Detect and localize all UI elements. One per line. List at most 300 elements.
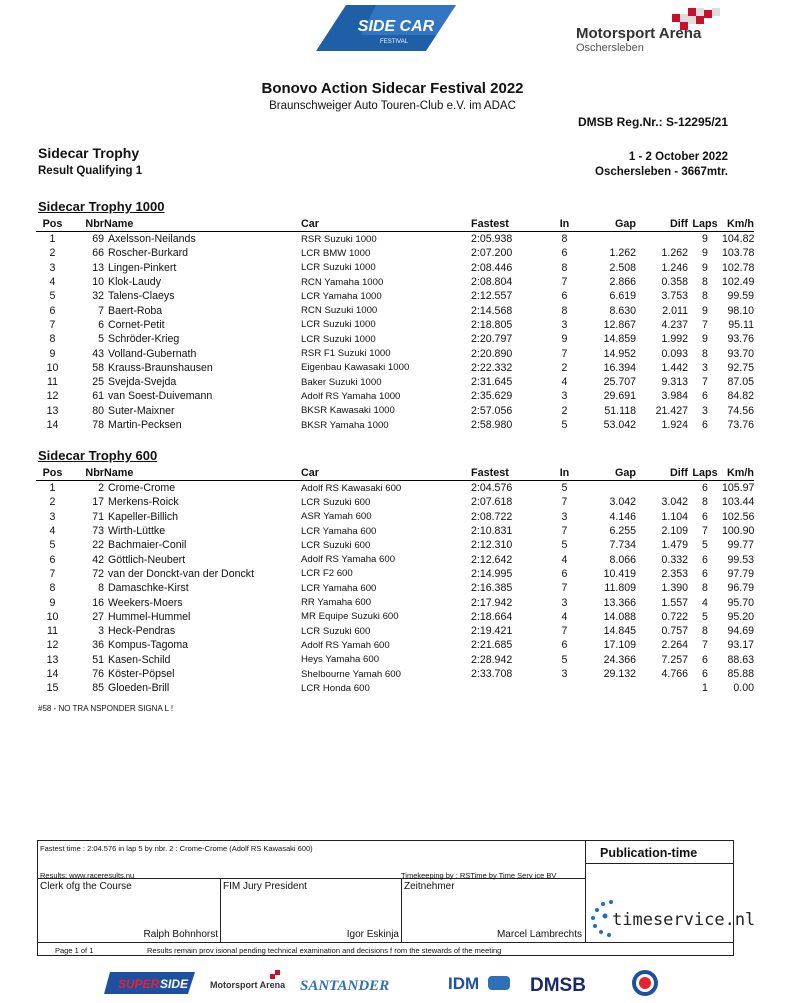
svg-text:Motorsport Arena: Motorsport Arena: [210, 980, 286, 990]
cell-pos: 12: [46, 390, 59, 403]
cell-name: Martin-Pecksen: [108, 419, 182, 431]
cell-car: Adolf RS Yamaha 1000: [301, 390, 401, 402]
column-header-car: Car: [301, 217, 471, 232]
cell-laps: 5: [702, 539, 708, 552]
cell-in: 6: [561, 567, 568, 580]
cell-fastest: 2:28.942: [471, 653, 513, 666]
table-row: [36, 332, 754, 346]
column-header-diff: Diff: [636, 466, 688, 481]
cell-in: 4: [561, 376, 568, 389]
cell-laps: 6: [702, 553, 708, 566]
cell-pos: 14: [46, 668, 59, 680]
cell-car: LCR Yamaha 600: [301, 582, 377, 594]
cell-name: Köster-Pöpsel: [108, 668, 175, 680]
cell-pos: 2: [49, 247, 56, 260]
cell-diff: 1.479: [661, 539, 688, 552]
cell-fastest: 2:35.629: [471, 390, 513, 403]
cell-gap: [579, 481, 636, 496]
cell-gap: 24.366: [603, 653, 636, 666]
cell-nbr: 3: [98, 625, 104, 638]
cell-in: 4: [561, 553, 568, 566]
cell-car: LCR Suzuki 1000: [301, 333, 376, 345]
event-title: Bonovo Action Sidecar Festival 2022: [261, 80, 524, 97]
cell-kmh: 103.44: [722, 496, 754, 509]
cell-car: Adolf RS Yamah 600: [301, 639, 390, 651]
table-row: [36, 404, 754, 418]
cell-kmh: 95.20: [727, 610, 754, 623]
cell-diff: 3.984: [661, 390, 688, 403]
cell-in: 2: [561, 404, 568, 417]
super-side-logo: [104, 972, 195, 994]
cell-diff: 0.722: [661, 610, 688, 623]
table-row: [36, 275, 754, 289]
cell-kmh: 105.97: [722, 482, 754, 495]
cell-gap: 7.734: [609, 539, 636, 552]
cell-nbr: 27: [92, 610, 104, 623]
cell-car: LCR Suzuki 1000: [301, 262, 376, 274]
cell-name: Hummel-Hummel: [108, 610, 191, 623]
column-header-nbr: Nbr: [69, 466, 104, 481]
column-header-name: Name: [104, 217, 301, 232]
svg-text:SUPER: SUPER: [118, 977, 160, 991]
cell-car: LCR Suzuki 600: [301, 625, 371, 637]
cell-name: Roscher-Burkard: [108, 247, 189, 260]
publication-time-label: Publication-time: [600, 846, 698, 860]
cell-in: 8: [561, 304, 568, 317]
cell-pos: 1: [49, 233, 56, 246]
cell-nbr: 10: [92, 276, 104, 289]
cell-diff: 0.332: [661, 553, 688, 566]
transponder-note: #58 - NO TRA NSPONDER SIGNA L !: [38, 704, 174, 713]
cell-laps: 7: [702, 318, 708, 331]
cell-in: 7: [561, 525, 568, 538]
column-header-diff: Diff: [636, 217, 688, 232]
cell-nbr: 17: [92, 496, 104, 509]
cell-car: RCN Suzuki 1000: [301, 305, 378, 317]
cell-car: LCR Suzuki 600: [301, 496, 371, 508]
cell-gap: 8.630: [609, 304, 636, 317]
cell-diff: [636, 232, 688, 247]
cell-diff: 1.992: [661, 333, 688, 346]
cell-kmh: 93.70: [727, 347, 754, 360]
table-row: [36, 567, 754, 581]
cell-in: 5: [561, 419, 568, 431]
cell-kmh: 99.59: [727, 290, 754, 303]
cell-pos: 5: [49, 539, 56, 552]
cell-pos: 4: [49, 276, 56, 289]
cell-pos: 6: [49, 553, 56, 566]
cell-fastest: 2:22.332: [471, 361, 513, 374]
cell-car: Adolf RS Yamaha 600: [301, 554, 396, 566]
cell-fastest: 2:20.890: [471, 347, 513, 360]
cell-diff: 3.753: [661, 290, 688, 303]
table-row: [36, 510, 754, 524]
cell-kmh: 87.05: [727, 376, 754, 389]
cell-name: Baert-Roba: [108, 304, 163, 317]
cell-car: Heys Yamaha 600: [301, 654, 380, 666]
svg-text:SIDE: SIDE: [160, 977, 189, 991]
cell-fastest: 2:14.568: [471, 304, 513, 317]
cell-nbr: 78: [92, 419, 104, 431]
cell-in: [550, 681, 579, 695]
table-row: [36, 289, 754, 303]
cell-kmh: 93.76: [727, 333, 754, 346]
cell-diff: [636, 681, 688, 695]
cell-in: 7: [561, 347, 568, 360]
cell-in: 3: [561, 390, 568, 403]
event-venue: Oschersleben - 3667mtr.: [595, 166, 728, 178]
zeitnehmer-label: Zeitnehmer: [404, 881, 455, 892]
cell-car: Adolf RS Kawasaki 600: [301, 482, 402, 494]
page-number: Page 1 of 1: [55, 946, 94, 955]
table-row: [36, 303, 754, 317]
cell-fastest: 2:05.938: [471, 233, 513, 246]
cell-nbr: 22: [92, 539, 104, 552]
cell-diff: 0.358: [661, 276, 688, 289]
cell-gap: 14.952: [603, 347, 636, 360]
cell-laps: 6: [702, 390, 708, 403]
cell-gap: 14.845: [603, 625, 636, 638]
cell-pos: 2: [49, 496, 56, 509]
clerk-name: Ralph Bohnhorst: [143, 929, 218, 940]
event-date: 1 - 2 October 2022: [628, 151, 728, 163]
cell-laps: 8: [702, 496, 708, 509]
cell-gap: [579, 232, 636, 247]
cell-name: Damaschke-Kirst: [108, 582, 189, 595]
table-row: [36, 538, 754, 552]
cell-diff: 1.557: [661, 596, 688, 609]
column-header-pos: Pos: [36, 466, 69, 481]
cell-laps: 6: [702, 482, 708, 495]
cell-car: ASR Yamah 600: [301, 511, 372, 523]
cell-pos: 7: [49, 318, 56, 331]
cell-nbr: 6: [98, 318, 104, 331]
motorsport-arena-small-logo: [210, 970, 286, 990]
cell-diff: 3.042: [661, 496, 688, 509]
cell-nbr: 16: [92, 596, 104, 609]
idm-logo: [445, 972, 515, 994]
cell-gap: 3.042: [609, 496, 636, 509]
cell-car: RSR F1 Suzuki 1000: [301, 348, 391, 360]
cell-pos: 15: [46, 682, 59, 695]
cell-fastest: 2:20.797: [471, 333, 513, 346]
column-header-fastest: Fastest: [471, 466, 550, 481]
cell-gap: 14.859: [603, 333, 636, 346]
table-row: [36, 638, 754, 652]
cell-nbr: 36: [92, 639, 104, 652]
table-row: [36, 346, 754, 360]
cell-fastest: 2:18.805: [471, 318, 513, 331]
cell-pos: 1: [49, 482, 56, 495]
table-row: [36, 389, 754, 403]
svg-text:SIDE CAR: SIDE CAR: [357, 18, 435, 35]
cell-diff: 4.237: [661, 318, 688, 331]
cell-gap: 12.867: [603, 318, 636, 331]
cell-diff: 7.257: [661, 653, 688, 666]
section-title-600: Sidecar Trophy 600: [38, 448, 158, 463]
cell-laps: 7: [702, 639, 708, 652]
cell-laps: 7: [702, 376, 708, 389]
cell-nbr: 71: [92, 510, 104, 523]
cell-pos: 6: [49, 304, 56, 317]
cell-diff: 2.264: [661, 639, 688, 652]
side-car-festival-logo: [316, 5, 456, 51]
cell-gap: 2.866: [609, 276, 636, 289]
cell-name: Schröder-Krieg: [108, 333, 180, 346]
cell-name: Svejda-Svejda: [108, 376, 177, 389]
results-table-600: [36, 466, 754, 695]
cell-gap: 51.118: [604, 404, 636, 417]
column-header-kmh: Km/h: [722, 217, 754, 232]
cell-kmh: 95.11: [728, 318, 754, 331]
table-row: [36, 681, 754, 695]
cell-kmh: 100.90: [722, 525, 754, 538]
cell-name: Lingen-Pinkert: [108, 261, 177, 274]
cell-diff: 1.104: [661, 510, 688, 523]
column-header-pos: Pos: [36, 217, 69, 232]
cell-in: 5: [561, 482, 568, 495]
cell-laps: 9: [702, 233, 708, 246]
cell-gap: 14.088: [603, 610, 636, 623]
cell-pos: 3: [49, 510, 56, 523]
cell-name: van Soest-Duivemann: [108, 390, 213, 403]
cell-gap: 6.255: [609, 525, 636, 538]
cell-name: Kompus-Tagoma: [108, 639, 189, 652]
cell-diff: 1.246: [661, 261, 688, 274]
cell-fastest: 2:14.995: [471, 567, 513, 580]
cell-name: Göttlich-Neubert: [108, 553, 186, 566]
cell-kmh: 103.78: [722, 247, 754, 260]
cell-laps: 6: [702, 419, 708, 431]
cell-kmh: 102.56: [722, 510, 754, 523]
cell-name: Heck-Pendras: [108, 625, 176, 638]
cell-laps: 9: [702, 333, 708, 346]
cell-nbr: 66: [92, 247, 104, 260]
cell-pos: 8: [49, 333, 56, 346]
cell-diff: 1.390: [661, 582, 688, 595]
cell-gap: 53.042: [603, 419, 636, 431]
cell-in: 6: [561, 290, 568, 303]
cell-fastest: 2:10.831: [471, 525, 513, 538]
cell-diff: 2.011: [662, 304, 688, 317]
cell-gap: 2.508: [609, 261, 636, 274]
dmsb-reg-number: DMSB Reg.Nr.: S-12295/21: [577, 115, 728, 129]
cell-in: 8: [561, 233, 568, 246]
cell-pos: 9: [49, 347, 56, 360]
cell-car: LCR F2 600: [301, 568, 353, 580]
cell-in: 7: [561, 276, 568, 289]
svg-text:SANTANDER: SANTANDER: [300, 978, 390, 994]
cell-name: Crome-Crome: [108, 482, 176, 495]
cell-nbr: 80: [92, 404, 104, 417]
cell-nbr: 69: [92, 233, 104, 246]
table-row: [36, 418, 754, 432]
cell-in: 5: [561, 539, 568, 552]
cell-pos: 4: [49, 525, 56, 538]
cell-pos: 11: [47, 625, 58, 638]
cell-in: 4: [561, 610, 568, 623]
cell-nbr: 13: [92, 261, 104, 274]
cell-gap: 29.691: [603, 390, 636, 403]
clerk-label: Clerk ofg the Course: [40, 881, 132, 892]
cell-kmh: 98.10: [727, 304, 754, 317]
cell-laps: 6: [702, 510, 708, 523]
cell-fastest: 2:08.804: [471, 276, 513, 289]
cell-nbr: 42: [92, 553, 104, 566]
cell-laps: 7: [702, 525, 708, 538]
cell-name: Cornet-Petit: [108, 318, 165, 331]
sponsor-bar: [100, 968, 700, 998]
cell-in: 6: [561, 247, 568, 260]
cell-car: Eigenbau Kawasaki 1000: [301, 362, 410, 374]
cell-name: Gloeden-Brill: [108, 682, 170, 695]
cell-diff: 4.766: [661, 668, 688, 680]
cell-fastest: 2:19.421: [471, 625, 513, 638]
table-row: [36, 361, 754, 375]
cell-fastest: 2:58.980: [471, 419, 513, 431]
cell-fastest: 2:12.642: [471, 553, 513, 566]
cell-laps: 8: [702, 347, 708, 360]
timeservice-text: timeservice.nl: [612, 910, 756, 930]
cell-gap: 10.419: [603, 567, 636, 580]
cell-name: Kasen-Schild: [108, 653, 171, 666]
cell-gap: 6.619: [609, 290, 636, 303]
table-row: [36, 481, 754, 496]
cell-pos: 5: [49, 290, 56, 303]
table-row: [36, 595, 754, 609]
table-row: [36, 524, 754, 538]
svg-text:IDM: IDM: [448, 974, 480, 993]
crest-logo: [632, 970, 658, 996]
cell-diff: 1.924: [661, 419, 688, 431]
cell-name: Talens-Claeys: [108, 290, 175, 303]
cell-nbr: 7: [98, 304, 104, 317]
cell-in: 3: [561, 668, 568, 680]
cell-laps: 5: [702, 610, 708, 623]
table-row: [36, 375, 754, 389]
cell-nbr: 76: [92, 668, 104, 680]
table-row: [36, 318, 754, 332]
table-row: [36, 610, 754, 624]
cell-fastest: 2:12.310: [471, 539, 513, 552]
cell-name: Suter-Maixner: [108, 404, 175, 417]
cell-kmh: 73.76: [727, 419, 754, 431]
zeitnehmer-name: Marcel Lambrechts: [496, 929, 582, 940]
cell-pos: 7: [49, 567, 56, 580]
cell-laps: 8: [702, 582, 708, 595]
cell-fastest: 2:08.446: [471, 261, 513, 274]
column-header-laps: Laps: [688, 217, 722, 232]
cell-name: Bachmaier-Conil: [108, 539, 187, 552]
section-title-1000: Sidecar Trophy 1000: [38, 199, 165, 214]
cell-name: Volland-Gubernath: [108, 347, 197, 360]
cell-gap: 25.707: [603, 376, 636, 389]
result-label: Result Qualifying 1: [38, 165, 143, 177]
timekeeping-text: Timekeeping by : RSTime by Time Serv ice BV: [401, 871, 557, 880]
cell-name: van der Donckt-van der Donckt: [108, 567, 255, 580]
cell-diff: 0.093: [661, 347, 688, 360]
column-header-nbr: Nbr: [69, 217, 104, 232]
cell-in: 7: [561, 625, 568, 638]
cell-name: Wirth-Lüttke: [108, 525, 166, 538]
cell-nbr: 58: [92, 361, 104, 374]
cell-nbr: 8: [98, 582, 104, 595]
cell-laps: 4: [702, 596, 708, 609]
cell-laps: 3: [702, 361, 708, 374]
cell-kmh: 102.78: [722, 261, 754, 274]
table-row: [36, 653, 754, 667]
cell-diff: 1.442: [661, 361, 688, 374]
footer-box: [37, 840, 756, 956]
cell-name: Weekers-Moers: [108, 596, 183, 609]
cell-car: Shelbourne Yamah 600: [301, 668, 401, 680]
cell-fastest: 2:21.685: [471, 639, 513, 652]
cell-nbr: 51: [92, 653, 104, 666]
cell-kmh: 99.53: [727, 553, 754, 566]
disclaimer-text: Results remain prov isional pending technical examination and decisions f rom the stewards of the meeting: [147, 946, 502, 955]
cell-pos: 11: [47, 376, 58, 389]
table-row: [36, 495, 754, 509]
table-row: [36, 246, 754, 260]
cell-car: Baker Suzuki 1000: [301, 376, 382, 388]
column-header-name: Name: [104, 466, 301, 481]
column-header-gap: Gap: [579, 217, 636, 232]
cell-in: 8: [561, 261, 568, 274]
cell-car: LCR Suzuki 600: [301, 539, 371, 551]
svg-text:FESTIVAL: FESTIVAL: [380, 39, 408, 45]
column-header-gap: Gap: [579, 466, 636, 481]
cell-kmh: 0.00: [733, 682, 754, 695]
cell-fastest: 2:04.576: [471, 482, 513, 495]
cell-nbr: 43: [92, 347, 104, 360]
cell-nbr: 61: [92, 390, 104, 403]
cell-fastest: 2:07.200: [471, 247, 513, 260]
cell-pos: 10: [46, 610, 59, 623]
svg-text:Oschersleben: Oschersleben: [576, 42, 644, 54]
cell-diff: 0.757: [661, 625, 688, 638]
cell-laps: 9: [702, 247, 708, 260]
table-row: [36, 667, 754, 681]
cell-laps: 1: [702, 682, 708, 695]
cell-gap: 1.262: [609, 247, 636, 260]
cell-car: RR Yamaha 600: [301, 597, 372, 609]
cell-car: RSR Suzuki 1000: [301, 233, 377, 245]
table-row: [36, 581, 754, 595]
cell-in: 3: [561, 318, 568, 331]
cell-car: LCR BMW 1000: [301, 247, 371, 259]
cell-diff: [636, 481, 688, 496]
column-header-kmh: Km/h: [722, 466, 754, 481]
cell-nbr: 2: [98, 482, 104, 495]
cell-in: 5: [561, 653, 568, 666]
cell-laps: 6: [702, 567, 708, 580]
column-header-car: Car: [301, 466, 471, 481]
cell-car: RCN Yamaha 1000: [301, 276, 384, 288]
cell-in: 2: [561, 361, 568, 374]
cell-laps: 8: [702, 276, 708, 289]
table-row: [36, 232, 754, 247]
table-row: [36, 261, 754, 275]
cell-nbr: 73: [92, 525, 104, 538]
cell-in: 7: [561, 496, 568, 509]
cell-fastest: 2:33.708: [471, 668, 513, 680]
dmsb-logo: [530, 975, 586, 996]
cell-fastest: [471, 681, 550, 695]
cell-car: LCR Suzuki 1000: [301, 319, 376, 331]
cell-laps: 6: [702, 653, 708, 666]
cell-gap: [579, 681, 636, 695]
cell-car: LCR Honda 600: [301, 682, 370, 694]
